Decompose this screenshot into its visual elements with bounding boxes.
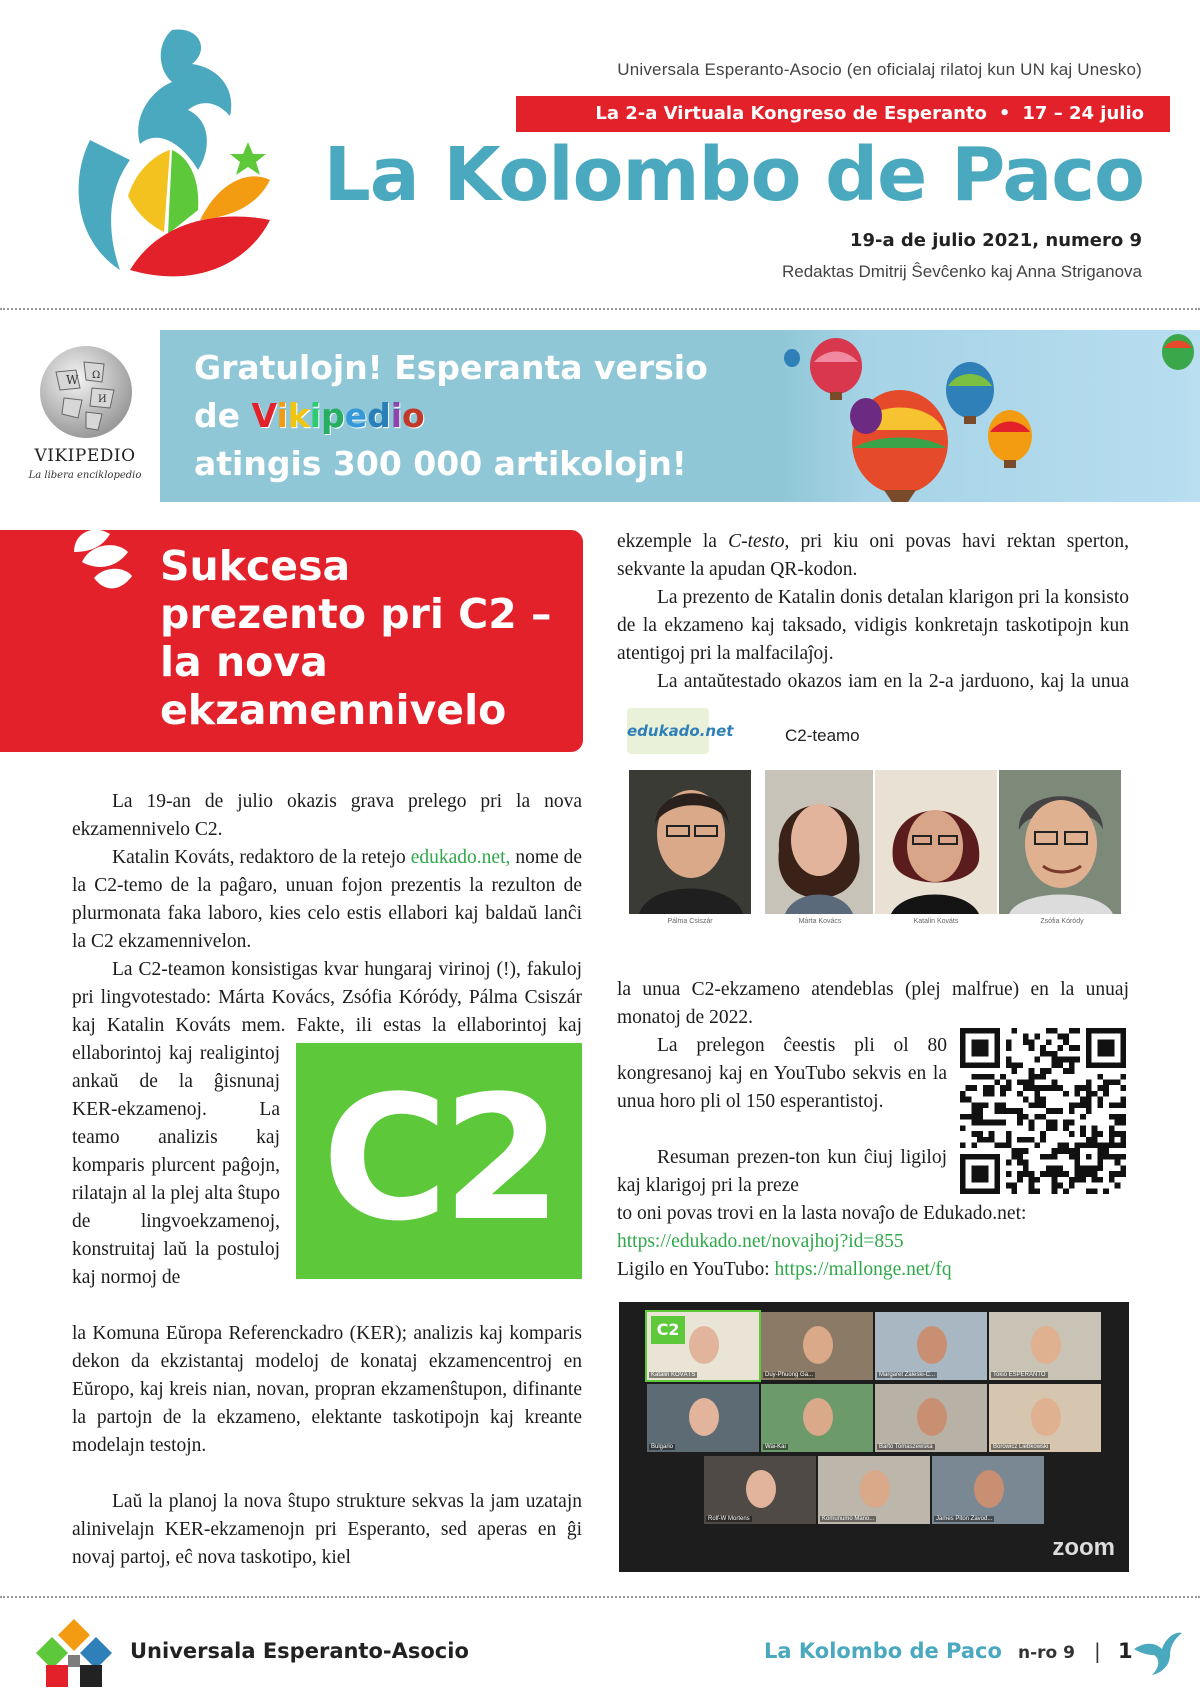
video-tile — [989, 1312, 1101, 1380]
photo-caption: Márta Kovács — [798, 918, 842, 925]
qr-code-icon[interactable] — [960, 1028, 1126, 1194]
edukado-novajhoj-link[interactable]: https://edukado.net/novajhoj?id=855 — [617, 1231, 904, 1252]
congress-name: La 2-a Virtuala Kongreso de Esperanto — [595, 103, 987, 124]
paragraph-text: La antaŭtestado okazos iam en la 2-a jarduono, kaj la unua — [657, 671, 1129, 692]
org-affiliation: Universala Esperanto-Asocio (en oficialaj rilatoj kun UN kaj Unesko) — [617, 60, 1142, 79]
video-tile — [875, 1384, 987, 1452]
paragraph-text: nome de la C2-temo de la paĝaro, unuan fojon prezentis la rezulton de plurmonata faka laboro, kies celo estis ellabori kaj baldaŭ lanĉi la C2 ekzamennivelon. — [72, 847, 582, 952]
paragraph: La C2-teamon konsistigas kvar hungaraj virinoj (!), fakuloj pri lingvotestado: Márta Kovács, Zsófia Kóródy, Pálma Csiszár kaj Katalin Kováts mem. Fakte, ili estas la ellaborintoj kaj — [72, 959, 582, 1036]
zoom-screenshot — [619, 1302, 1129, 1572]
participant-face — [803, 1398, 833, 1436]
svg-text:И: И — [98, 394, 107, 405]
vikipedio-wordmark — [252, 396, 425, 435]
banner-headline — [194, 344, 708, 488]
c2-team-photo — [617, 700, 1129, 936]
paragraph: La prezento de Katalin donis detalan klarigon pri la konsisto de la ekzameno kaj taksado, vidigis konkretajn taskotipojn kun atentigoj pri la malfacilaĵoj. — [617, 587, 1129, 664]
video-tile — [761, 1312, 873, 1380]
video-tile — [704, 1456, 816, 1524]
youtube-link-label: Ligilo en YouTubo: — [617, 1259, 775, 1280]
paragraph: La prelegon ĉeestis pli ol 80 kongresanoj kaj en YouTubo sekvis en la unua horo pli ol 150 esperantistoj. — [617, 1035, 947, 1112]
article-body-left — [72, 788, 582, 956]
article-body-right-2 — [617, 976, 1129, 1032]
paragraph-continued: to oni povas trovi en la lasta novaĵo de Edukado.net: — [617, 1203, 1027, 1224]
article-links — [617, 1228, 1129, 1284]
article-body-left-end — [72, 1488, 582, 1572]
c2-chip: C2 — [651, 1316, 685, 1344]
portrait-photo — [875, 770, 997, 914]
congress-bar: La 2-a Virtuala Kongreso de Esperanto • 17 – 24 julio — [516, 96, 1170, 132]
dove-icon — [1126, 1619, 1186, 1679]
paragraph — [72, 844, 582, 956]
paragraph-continued: la Komuna Eŭropa Referenckadro (KER); analizis kaj komparis dekon da ekzistantaj modeloj de konataj ekzamencentroj en Eŭropo, kaj kreis nian, novan, propran ekzamenŝtupon, difinante la partojn de la ekzameno, elektante taskotipojn kaj kreante modelajn testojn. — [72, 1323, 582, 1456]
svg-text:Ω: Ω — [92, 370, 101, 381]
c2-label: C2 — [322, 1058, 556, 1259]
issue-date: 19-a de julio 2021, numero 9 — [849, 230, 1142, 251]
paragraph: Laŭ la planoj la nova ŝtupo strukture sekvas la jam uzatajn alinivelajn KER-ekzamenojn pri Esperanto, sed aperas en ĝi novaj partoj, eĉ nova taskotipo, kiel — [72, 1491, 582, 1568]
article-body-right-4 — [617, 1144, 947, 1200]
photo-caption: Pálma Csiszár — [667, 918, 713, 925]
participant-name: Tokio ESPERANTO — [993, 1372, 1046, 1378]
balloon-icon — [784, 349, 800, 367]
c2-graphic — [296, 1043, 582, 1279]
vikipedio-letter: V — [251, 396, 277, 435]
participant-face — [860, 1470, 890, 1508]
paragraph: Resuman prezen-ton kun ĉiuj ligiloj kaj klarigoj pri la preze — [617, 1147, 947, 1196]
participant-name: Katalin KOVÁTS — [651, 1372, 696, 1378]
portrait-photo — [629, 770, 751, 914]
participant-face — [917, 1398, 947, 1436]
participant-name: Rolf-W Mortens — [708, 1516, 750, 1522]
paragraph-start — [617, 668, 1129, 696]
uea-logo — [32, 1615, 116, 1693]
article-headline — [160, 542, 580, 734]
balloons-illustration — [780, 330, 1200, 502]
paragraph-continued: la unua C2-ekzameno atendeblas (plej malfrue) en la unuaj monatoj de 2022. — [617, 979, 1129, 1028]
team-paragraph-bottom — [72, 1320, 582, 1488]
edukado-logo: edukado.net — [627, 708, 709, 754]
banner-line-2-prefix: de — [194, 396, 241, 435]
c-testo-term: C-testo — [728, 531, 785, 552]
balloon-icon — [850, 398, 882, 434]
footer-separator: | — [1094, 1639, 1101, 1663]
vikipedio-letter: k — [287, 396, 310, 435]
banner-line-3: atingis 300 000 artikolojn! — [194, 444, 687, 483]
participant-face — [803, 1326, 833, 1364]
congress-dates: 17 – 24 julio — [1022, 103, 1144, 124]
leaf-icon — [64, 522, 136, 600]
participant-name: Duy-Phuong Ga... — [765, 1372, 814, 1378]
team-paragraph-wrap — [72, 1040, 280, 1320]
photo-caption: Zsófia Kóródy — [1040, 918, 1084, 925]
video-tile — [647, 1384, 759, 1452]
portrait-photo — [999, 770, 1121, 914]
zoom-logo: zoom — [1052, 1534, 1115, 1561]
video-tile — [989, 1384, 1101, 1452]
banner-line-2 — [194, 392, 708, 440]
video-tile — [818, 1456, 930, 1524]
portrait-photo — [765, 770, 873, 914]
team-paragraph-top — [72, 956, 582, 1040]
participant-name: Wai-Kai — [765, 1444, 786, 1450]
participant-name: Margaret Zaleski-C... — [879, 1372, 936, 1378]
headline-line: Sukcesa — [160, 542, 351, 590]
paragraph-text: , pri kiu oni povas havi rektan sperton, sekvante la apudan QR-kodon. — [617, 531, 1129, 580]
page-number: 1 — [1118, 1639, 1133, 1663]
participant-face — [974, 1470, 1004, 1508]
participant-name: Borowicz Liebkowski — [993, 1444, 1049, 1450]
balloon-icon — [810, 338, 862, 400]
video-tile — [647, 1312, 759, 1380]
participant-face — [1031, 1398, 1061, 1436]
wiki-globe-icon — [36, 342, 136, 442]
wiki-logo-box — [0, 330, 160, 502]
banner-line-1: Gratulojn! Esperanta versio — [194, 348, 708, 387]
paragraph — [617, 528, 1129, 584]
divider — [0, 308, 1200, 310]
video-tile — [932, 1456, 1044, 1524]
balloon-icon — [946, 362, 994, 424]
footer-issue: n-ro 9 — [1018, 1643, 1075, 1663]
participant-name: Bulgario — [651, 1444, 674, 1450]
youtube-link[interactable]: https://mallonge.net/fq — [774, 1259, 952, 1280]
vikipedio-letter: e — [344, 396, 368, 435]
vikipedio-letter: i — [390, 396, 403, 435]
vikipedio-letter: i — [309, 396, 322, 435]
footer-org: Universala Esperanto-Asocio — [130, 1639, 469, 1663]
balloon-icon — [988, 410, 1032, 468]
vikipedio-letter: o — [402, 396, 425, 435]
participant-face — [689, 1326, 719, 1364]
article-body-right — [617, 528, 1129, 696]
vikipedio-letter: d — [367, 396, 391, 435]
paragraph: La 19-an de julio okazis grava prelego pri la nova ekzamennivelo C2. — [72, 791, 582, 840]
editors: Redaktas Dmitrij Ŝevĉenko kaj Anna Striganova — [781, 262, 1142, 281]
paragraph-text: Katalin Kováts, redaktoro de la retejo — [112, 847, 411, 868]
participant-face — [1031, 1326, 1061, 1364]
svg-text:W: W — [66, 373, 79, 387]
participant-name: Barto Tomaszewska — [879, 1444, 933, 1450]
headline-line: la nova — [160, 638, 328, 686]
dove-logo — [60, 20, 290, 290]
paragraph-text: ekzemple la — [617, 531, 729, 552]
participant-face — [689, 1398, 719, 1436]
paragraph-continued: ellaborintoj kaj realigintoj ankaŭ de la ĝisnunaj KER-ekzamenoj. La teamo analizis kaj komparis plurcent paĝojn, rilatajn al la plej alta ŝtupo de lingvoekzamenoj, konstruitaj laŭ la postuloj kaj normoj de — [72, 1043, 280, 1288]
edukado-link[interactable]: edukado.net, — [410, 847, 511, 868]
photo-caption: Katalin Kováts — [913, 918, 959, 925]
participant-face — [917, 1326, 947, 1364]
participant-face — [746, 1470, 776, 1508]
footer-divider — [0, 1596, 1200, 1598]
wiki-tagline: La libera enciklopedio — [28, 470, 142, 481]
participant-name: James Piton Zavod... — [936, 1516, 993, 1522]
vikipedio-letter: p — [321, 396, 345, 435]
video-tile — [875, 1312, 987, 1380]
team-title: C2-teamo — [785, 726, 860, 745]
participant-name: Komunumo Mano... — [822, 1516, 875, 1522]
headline-line: ekzamennivelo — [160, 686, 507, 734]
vikipedio-letter: i — [276, 396, 288, 435]
vikipedio-banner[interactable] — [0, 330, 1200, 502]
article-body-right-3 — [617, 1032, 947, 1116]
headline-line: prezento pri C2 – — [160, 590, 552, 638]
page-footer — [0, 1605, 1200, 1698]
newsletter-title: La Kolombo de Paco — [323, 132, 1144, 218]
wiki-name: VIKIPEDIO — [34, 446, 136, 466]
footer-title: La Kolombo de Paco — [764, 1639, 1002, 1663]
balloon-icon — [1162, 334, 1194, 370]
video-tile — [761, 1384, 873, 1452]
